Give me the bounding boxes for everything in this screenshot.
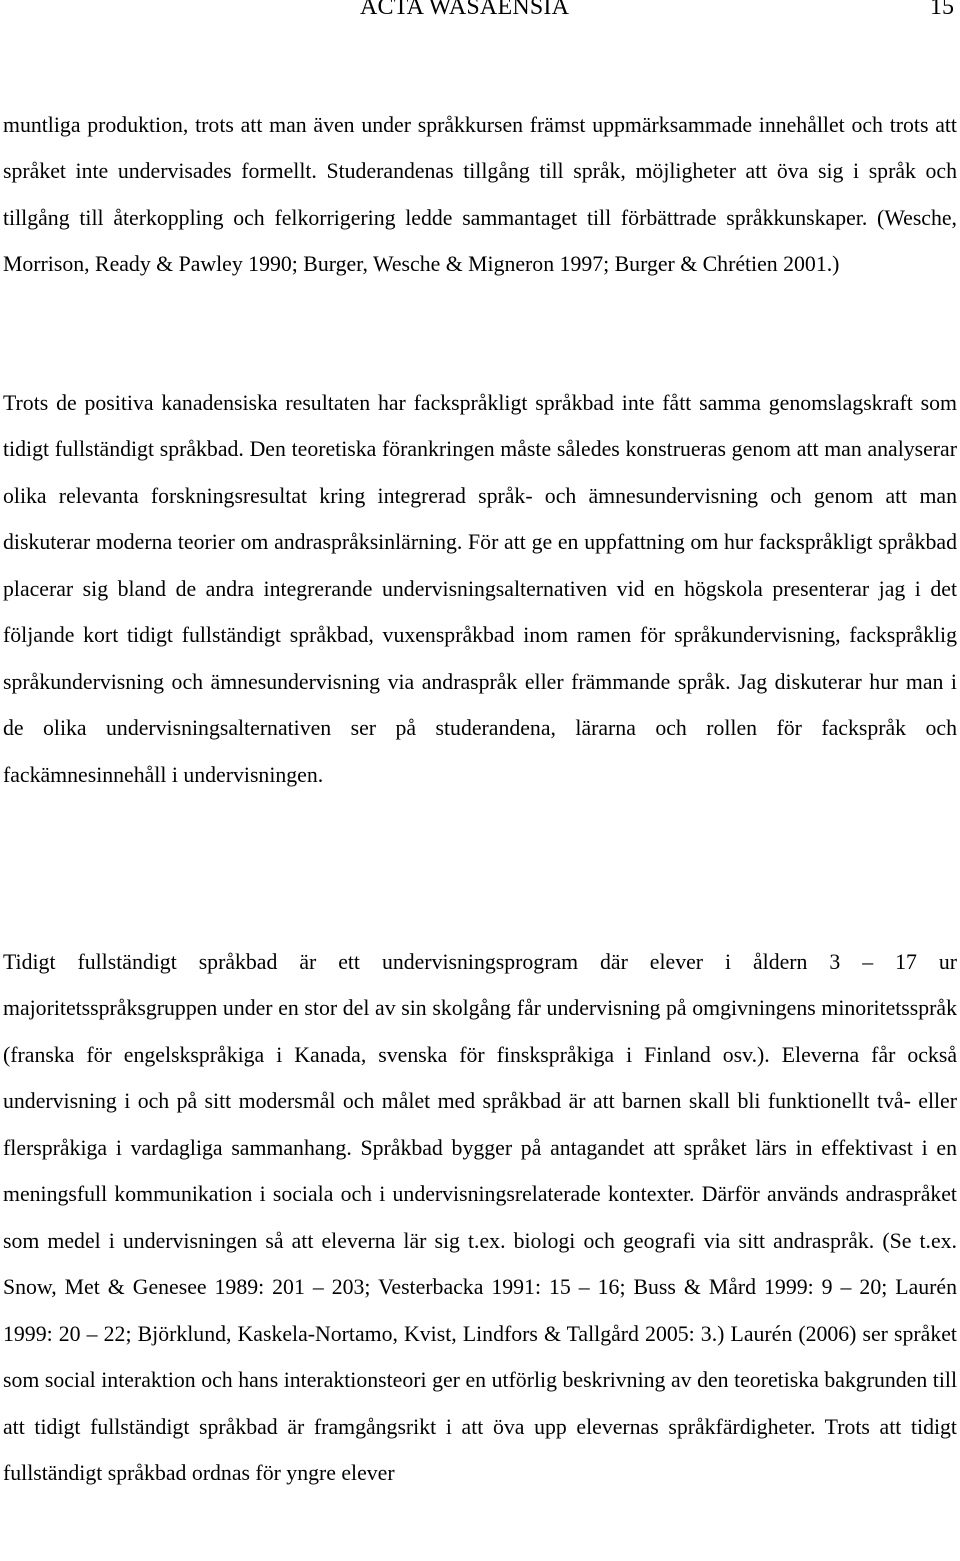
paragraph-1: muntliga produktion, trots att man även under språkkursen främst uppmärksammade innehållet och trots att språket inte undervisades formellt. Studerandenas tillgång till språk, möjligheter att öva sig i språk och tillgång till återkoppling och felkorrigering ledde sammantaget till förbättrade språkkunskaper. (Wesche, Morrison, Ready & Pawley 1990; Burger, Wesche & Migneron 1997; Burger & Chrétien 2001.) (3, 112, 957, 277)
journal-title: ACTA WASAENSIA (360, 0, 570, 20)
running-header (0, 0, 960, 30)
paragraph-3: Tidigt fullständigt språkbad är ett undervisningsprogram där elever i åldern 3 – 17 ur majoritetsspråksgruppen under en stor del av sin skolgång får undervisning på omgivningens minoritetsspråk (franska för engelskspråkiga i Kanada, svenska för finskspråkiga i Finland osv.). Eleverna får också undervisning i och på sitt modersmål och målet med språkbad är att barnen skall bli funktionellt två- eller flerspråkiga i vardagliga sammanhang. Språkbad bygger på antagandet att språket lärs in effektivast i en meningsfull kommunikation i sociala och i undervisningsrelaterade kontexter. Därför används andraspråket som medel i undervisningen så att eleverna lär sig t.ex. biologi och geografi via sitt andraspråk. (Se t.ex. Snow, Met & Genesee 1989: 201 – 203; Vesterbacka 1991: 15 – 16; Buss & Mård 1999: 9 – 20; Laurén 1999: 20 – 22; Björklund, Kaskela-Nortamo, Kvist, Lindfors & Tallgård 2005: 3.) Laurén (2006) ser språket som social interaktion och hans interaktionsteori ger en utförlig beskrivning av den teoretiska bakgrunden till att tidigt fullständigt språkbad är framgångsrikt i att öva upp elevernas språkfärdigheter. Trots att tidigt fullständigt språkbad ordnas för yngre elever (3, 949, 957, 1486)
paragraph-2: Trots de positiva kanadensiska resultaten har fackspråkligt språkbad inte fått samma genomslagskraft som tidigt fullständigt språkbad. Den teoretiska förankringen måste således konstrueras genom att man analyserar olika relevanta forskningsresultat kring integrerad språk- och ämnesundervisning och genom att man diskuterar moderna teorier om andraspråksinlärning. För att ge en uppfattning om hur fackspråkligt språkbad placerar sig bland de andra integrerande undervisningsalternativen vid en högskola presenterar jag i det följande kort tidigt fullständigt språkbad, vuxenspråkbad inom ramen för språkundervisning, fackspråklig språkundervisning och ämnesundervisning via andraspråk eller främmande språk. Jag diskuterar hur man i de olika undervisningsalternativen ser på studerandena, lärarna och rollen för fackspråk och fackämnesinnehåll i undervisningen. (3, 390, 957, 787)
page-number: 15 (930, 0, 954, 20)
